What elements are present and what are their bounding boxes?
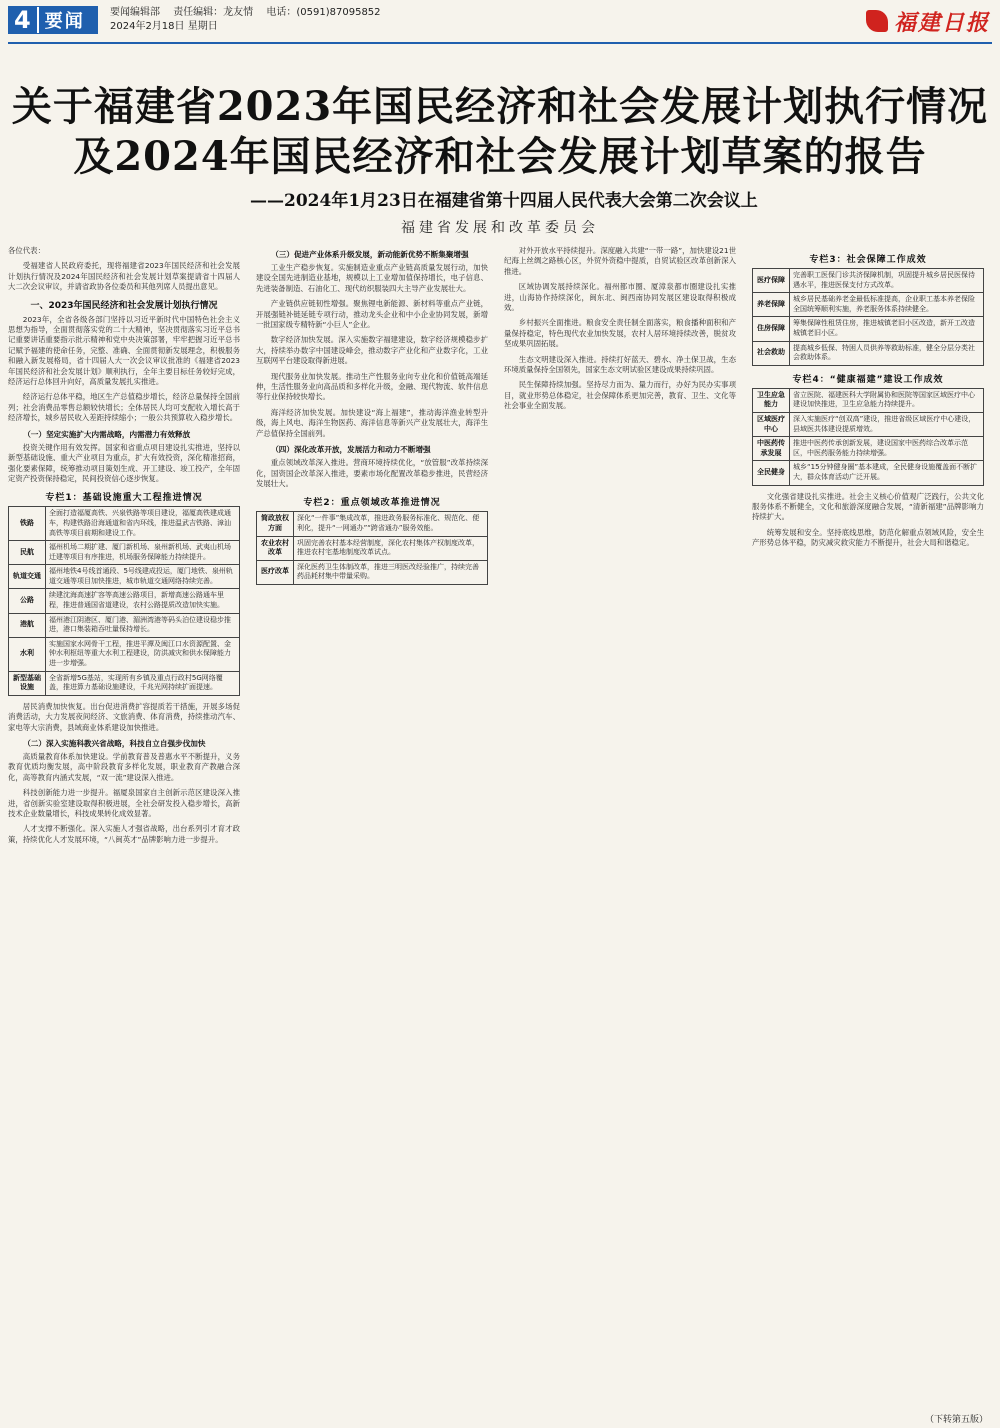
row-category: 水利 — [9, 637, 46, 671]
row-category: 简政放权方面 — [257, 512, 294, 536]
box-3-table — [752, 268, 984, 366]
column-1 — [8, 246, 240, 1412]
row-category: 社会救助 — [753, 341, 790, 365]
row-text: 福州地铁4号线首通段、5号线建成投运，厦门地铁、泉州轨道交通等项目加快推进，城市轨道交通网络持续完善。 — [46, 565, 240, 589]
column-4 — [752, 246, 984, 1412]
subheading: （一）坚定实施扩大内需战略，内需潜力有效释放 — [23, 429, 191, 439]
box-3-title: 专栏3：社会保障工作成效 — [809, 255, 927, 265]
row-text: 福州港江阴港区、厦门港、湄洲湾港等码头泊位建设稳步推进，港口集装箱吞吐量保持增长。 — [46, 613, 240, 637]
row-category: 医疗保障 — [753, 269, 790, 293]
paragraph: 对外开放水平持续提升。深度融入共建“一带一路”，加快建设21世纪海上丝绸之路核心区，外贸外资稳中提质，自贸试验区改革创新深入推进。 — [504, 246, 736, 276]
row-text: 巩固完善农村基本经营制度，深化农村集体产权制度改革，推进农村宅基地制度改革试点。 — [294, 536, 488, 560]
row-category: 全民健身 — [753, 461, 790, 485]
row-text: 城乡居民基础养老金最低标准提高，企业职工基本养老保险全国统筹顺利实施，养老服务体系持续健全。 — [790, 293, 984, 317]
row-text: 省立医院、福建医科大学附属协和医院等国家区域医疗中心建设加快推进，卫生应急能力持续提升。 — [790, 388, 984, 412]
editor-in-charge: 责任编辑：龙友情 — [173, 7, 254, 18]
table-row — [753, 293, 984, 317]
paragraph: 经济运行总体平稳，地区生产总值稳步增长，经济总量保持全国前列；社会消费品零售总额较快增长；全体居民人均可支配收入增长高于经济增长，城乡居民收入差距持续缩小；一般公共预算收入稳步增长。 — [8, 392, 240, 423]
paragraph: 科技创新能力进一步提升。福厦泉国家自主创新示范区建设深入推进，省创新实验室建设取得积极进展，全社会研发投入稳步增长，高新技术企业数量增长，科技成果转化成效显著。 — [8, 788, 240, 819]
section-name: 要闻 — [44, 11, 85, 32]
logo-text: 福建日报 — [893, 9, 990, 36]
row-text: 深化医药卫生体制改革，推进三明医改经验推广，持续完善药品耗材集中带量采购。 — [294, 560, 488, 584]
row-category: 医疗改革 — [257, 560, 294, 584]
row-text: 提高城乡低保、特困人员供养等救助标准，健全分层分类社会救助体系。 — [790, 341, 984, 365]
row-text: 城乡“15分钟健身圈”基本建成，全民健身设施覆盖面不断扩大，群众体育活动广泛开展。 — [790, 461, 984, 485]
row-category: 港航 — [9, 613, 46, 637]
paragraph: 乡村振兴全面推进。粮食安全责任制全面落实，粮食播种面积和产量保持稳定，特色现代农业加快发展，农村人居环境持续改善，脱贫攻坚成果巩固拓展。 — [504, 318, 736, 349]
row-category: 卫生应急能力 — [753, 388, 790, 412]
table-row — [9, 671, 240, 695]
issue-date: 2024年2月18日 星期日 — [110, 21, 218, 32]
column-3 — [504, 246, 736, 1412]
subheading: （三）促进产业体系升级发展，新动能新优势不断集聚增强 — [271, 250, 469, 259]
editor-info — [110, 6, 391, 34]
paragraph: 居民消费加快恢复。出台促进消费扩容提质若干措施，开展多场促消费活动，大力发展夜间经济、文旅消费、体育消费，持续推动汽车、家电等大宗消费，县域商业体系建设加快推进。 — [8, 701, 240, 732]
newspaper-logo — [866, 4, 990, 38]
table-row — [753, 388, 984, 412]
row-text: 筹集保障性租赁住房，推进城镇老旧小区改造，新开工改造城镇老旧小区。 — [790, 317, 984, 341]
row-text: 福州机场二期扩建、厦门新机场、泉州新机场、武夷山机场迁建等项目有序推进，机场服务保障能力持续提升。 — [46, 541, 240, 565]
table-row — [753, 437, 984, 461]
table-row — [753, 317, 984, 341]
table-row — [9, 637, 240, 671]
row-category: 公路 — [9, 589, 46, 613]
box-4-table — [752, 388, 984, 486]
row-category: 新型基础设施 — [9, 671, 46, 695]
headline-subtitle: ——2024年1月23日在福建省第十四届人民代表大会第二次会议上 — [250, 191, 758, 211]
byline: 福建省发展和改革委员会 — [401, 220, 599, 236]
headline — [0, 82, 1000, 182]
continued-note: （下转第五版） — [924, 1415, 988, 1425]
box-2-table — [256, 511, 488, 585]
table-row — [753, 412, 984, 436]
paragraph: 民生保障持续加强。坚持尽力而为、量力而行，办好为民办实事项目，就业形势总体稳定，社会保障体系更加完善，教育、卫生、文化等社会事业全面发展。 — [504, 380, 736, 411]
paragraph: 统筹发展和安全。坚持底线思维，防范化解重点领域风险，安全生产形势总体平稳，防灾减灾救灾能力不断提升，社会大局和谐稳定。 — [752, 527, 984, 548]
row-category: 农业农村改革 — [257, 536, 294, 560]
intro-paragraph: 受福建省人民政府委托，现将福建省2023年国民经济和社会发展计划执行情况及2024年国民经济和社会发展计划草案提请省十四届人大二次会议审议，并请省政协各位委员和其他列席人员提出意见。 — [8, 261, 240, 292]
row-category: 轨道交通 — [9, 565, 46, 589]
row-category: 中医药传承发展 — [753, 437, 790, 461]
greeting: 各位代表： — [8, 246, 45, 255]
headline-line-1: 关于福建省2023年国民经济和社会发展计划执行情况 — [11, 83, 989, 130]
row-text: 续建沈海高速扩容等高速公路项目，新增高速公路通车里程，推进普通国省道建设，农村公路提质改造加快实施。 — [46, 589, 240, 613]
table-row — [9, 565, 240, 589]
column-2 — [256, 246, 488, 1412]
headline-line-2: 及2024年国民经济和社会发展计划草案的报告 — [73, 133, 927, 180]
masthead — [0, 0, 1000, 46]
page-tab — [8, 6, 98, 34]
table-row — [257, 512, 488, 536]
paragraph: 高质量教育体系加快建设。学前教育普及普惠水平不断提升，义务教育优质均衡发展，高中阶段教育多样化发展，职业教育产教融合深化，高等教育内涵式发展，“双一流”建设深入推进。 — [8, 752, 240, 782]
row-text: 全省新增5G基站，实现所有乡镇及重点行政村5G网络覆盖，推进算力基础设施建设，千兆光网持续扩面提速。 — [46, 671, 240, 695]
paragraph: 现代服务业加快发展。推动生产性服务业向专业化和价值链高端延伸，生活性服务业向高品质和多样化升级，金融、现代物流、软件信息等行业保持较快增长。 — [256, 371, 488, 402]
row-text: 推进中医药传承创新发展，建设国家中医药综合改革示范区，中医药服务能力持续增强。 — [790, 437, 984, 461]
row-category: 民航 — [9, 541, 46, 565]
header-rule — [8, 42, 992, 44]
table-row — [9, 507, 240, 541]
row-text: 完善职工医保门诊共济保障机制，巩固提升城乡居民医保待遇水平，推进医保支付方式改革。 — [790, 269, 984, 293]
paragraph: 文化强省建设扎实推进。社会主义核心价值观广泛践行，公共文化服务体系不断健全，文化和旅游深度融合发展，“清新福建”品牌影响力持续扩大。 — [752, 491, 984, 522]
paragraph: 2023年，全省各级各部门坚持以习近平新时代中国特色社会主义思想为指导，全面贯彻落实党的二十大精神，坚决贯彻落实习近平总书记重要讲话重要指示批示精神和党中央决策部署，牢牢把握习近平总书记赋予福建的使命任务，完整、准确、全面贯彻新发展理念，积极服务和融入新发展格局，省十四届人大一次会议审议批准的《福建省2023年国民经济和社会发展计划》顺利执行，全年主要目标任务较好完成，经济运行总体回升向好，高质量发展扎实推进。 — [8, 314, 240, 387]
row-text: 深入实施医疗“创双高”建设，推进省级区域医疗中心建设，县域医共体建设提质增效。 — [790, 412, 984, 436]
paragraph: 海洋经济加快发展。加快建设“海上福建”，推动海洋渔业转型升级，海上风电、海洋生物医药、海洋信息等新兴产业发展壮大，海洋生产总值保持全国前列。 — [256, 407, 488, 438]
logo-mark-icon — [866, 10, 888, 32]
paragraph: 数字经济加快发展。深入实施数字福建建设，数字经济规模稳步扩大，持续举办数字中国建设峰会，推动数字产业化和产业数字化，工业互联网平台建设取得新进展。 — [256, 335, 488, 366]
table-row — [257, 560, 488, 584]
row-category: 区域医疗中心 — [753, 412, 790, 436]
box-4-title: 专栏4：“健康福建”建设工作成效 — [792, 374, 944, 385]
section-1-heading: 一、2023年国民经济和社会发展计划执行情况 — [30, 300, 218, 311]
subheading: （四）深化改革开放，发展活力和动力不断增强 — [271, 445, 431, 455]
paragraph: 人才支撑不断强化。深入实施人才强省战略，出台系列引才育才政策，持续优化人才发展环境，“八闽英才”品牌影响力进一步提升。 — [8, 824, 240, 844]
editor-phone: 电话：(0591)87095852 — [266, 7, 381, 18]
paragraph: 生态文明建设深入推进。持续打好蓝天、碧水、净土保卫战，生态环境质量保持全国领先，国家生态文明试验区建设成果持续巩固。 — [504, 354, 736, 375]
row-text: 实施国家水网骨干工程，推进平潭及闽江口水资源配置、金钟水利枢纽等重大水利工程建设，防洪减灾和供水保障能力进一步增强。 — [46, 637, 240, 671]
paragraph: 投资关键作用有效发挥。国家和省重点项目建设扎实推进，坚持以新型基础设施、重大产业项目为重点，扩大有效投资，深化精准招商，强化要素保障，统筹推动项目策划生成、开工建设、竣工投产，全年固定资产投资保持稳定，民间投资信心逐步恢复。 — [8, 442, 240, 483]
paragraph: 重点领域改革深入推进。营商环境持续优化，“放管服”改革持续深化，国资国企改革深入推进，要素市场化配置改革稳步推进，民营经济发展壮大。 — [256, 458, 488, 488]
box-2-title: 专栏2：重点领域改革推进情况 — [303, 498, 441, 509]
table-row — [753, 341, 984, 365]
editor-department: 要闻编辑部 — [110, 7, 160, 18]
table-row — [753, 461, 984, 485]
table-row — [9, 589, 240, 613]
paragraph: 工业生产稳步恢复。实施制造业重点产业链高质量发展行动，加快建设全国先进制造业基地，规模以上工业增加值保持增长，电子信息、先进装备制造、石油化工、现代纺织服装四大主导产业发展壮大。 — [256, 263, 488, 293]
subheading: （二）深入实施科教兴省战略，科技自立自强步伐加快 — [23, 739, 206, 749]
box-1-title: 专栏1：基础设施重大工程推进情况 — [45, 493, 203, 504]
row-category: 养老保障 — [753, 293, 790, 317]
paragraph: 产业链供应链韧性增强。聚焦锂电新能源、新材料等重点产业链，开展强链补链延链专项行动，推动龙头企业和中小企业协同发展，新增一批国家级专精特新“小巨人”企业。 — [256, 299, 488, 330]
table-row — [9, 613, 240, 637]
table-row — [257, 536, 488, 560]
table-row — [753, 269, 984, 293]
row-text: 深化“一件事”集成改革，推进政务服务标准化、规范化、便利化，提升“一网通办”“跨省通办”服务效能。 — [294, 512, 488, 536]
row-text: 全面打造福厦高铁、兴泉铁路等项目建设，福厦高铁建成通车，构建铁路沿海通道和省内环线，推进温武吉铁路、漳汕高铁等项目前期和建设工作。 — [46, 507, 240, 541]
row-category: 铁路 — [9, 507, 46, 541]
page-number: 4 — [8, 7, 39, 33]
row-category: 住房保障 — [753, 317, 790, 341]
box-1-table — [8, 506, 240, 696]
table-row — [9, 541, 240, 565]
paragraph: 区域协调发展持续深化。福州都市圈、厦漳泉都市圈建设扎实推进，山海协作持续深化，闽东北、闽西南协同发展区建设取得积极成效。 — [504, 282, 736, 313]
